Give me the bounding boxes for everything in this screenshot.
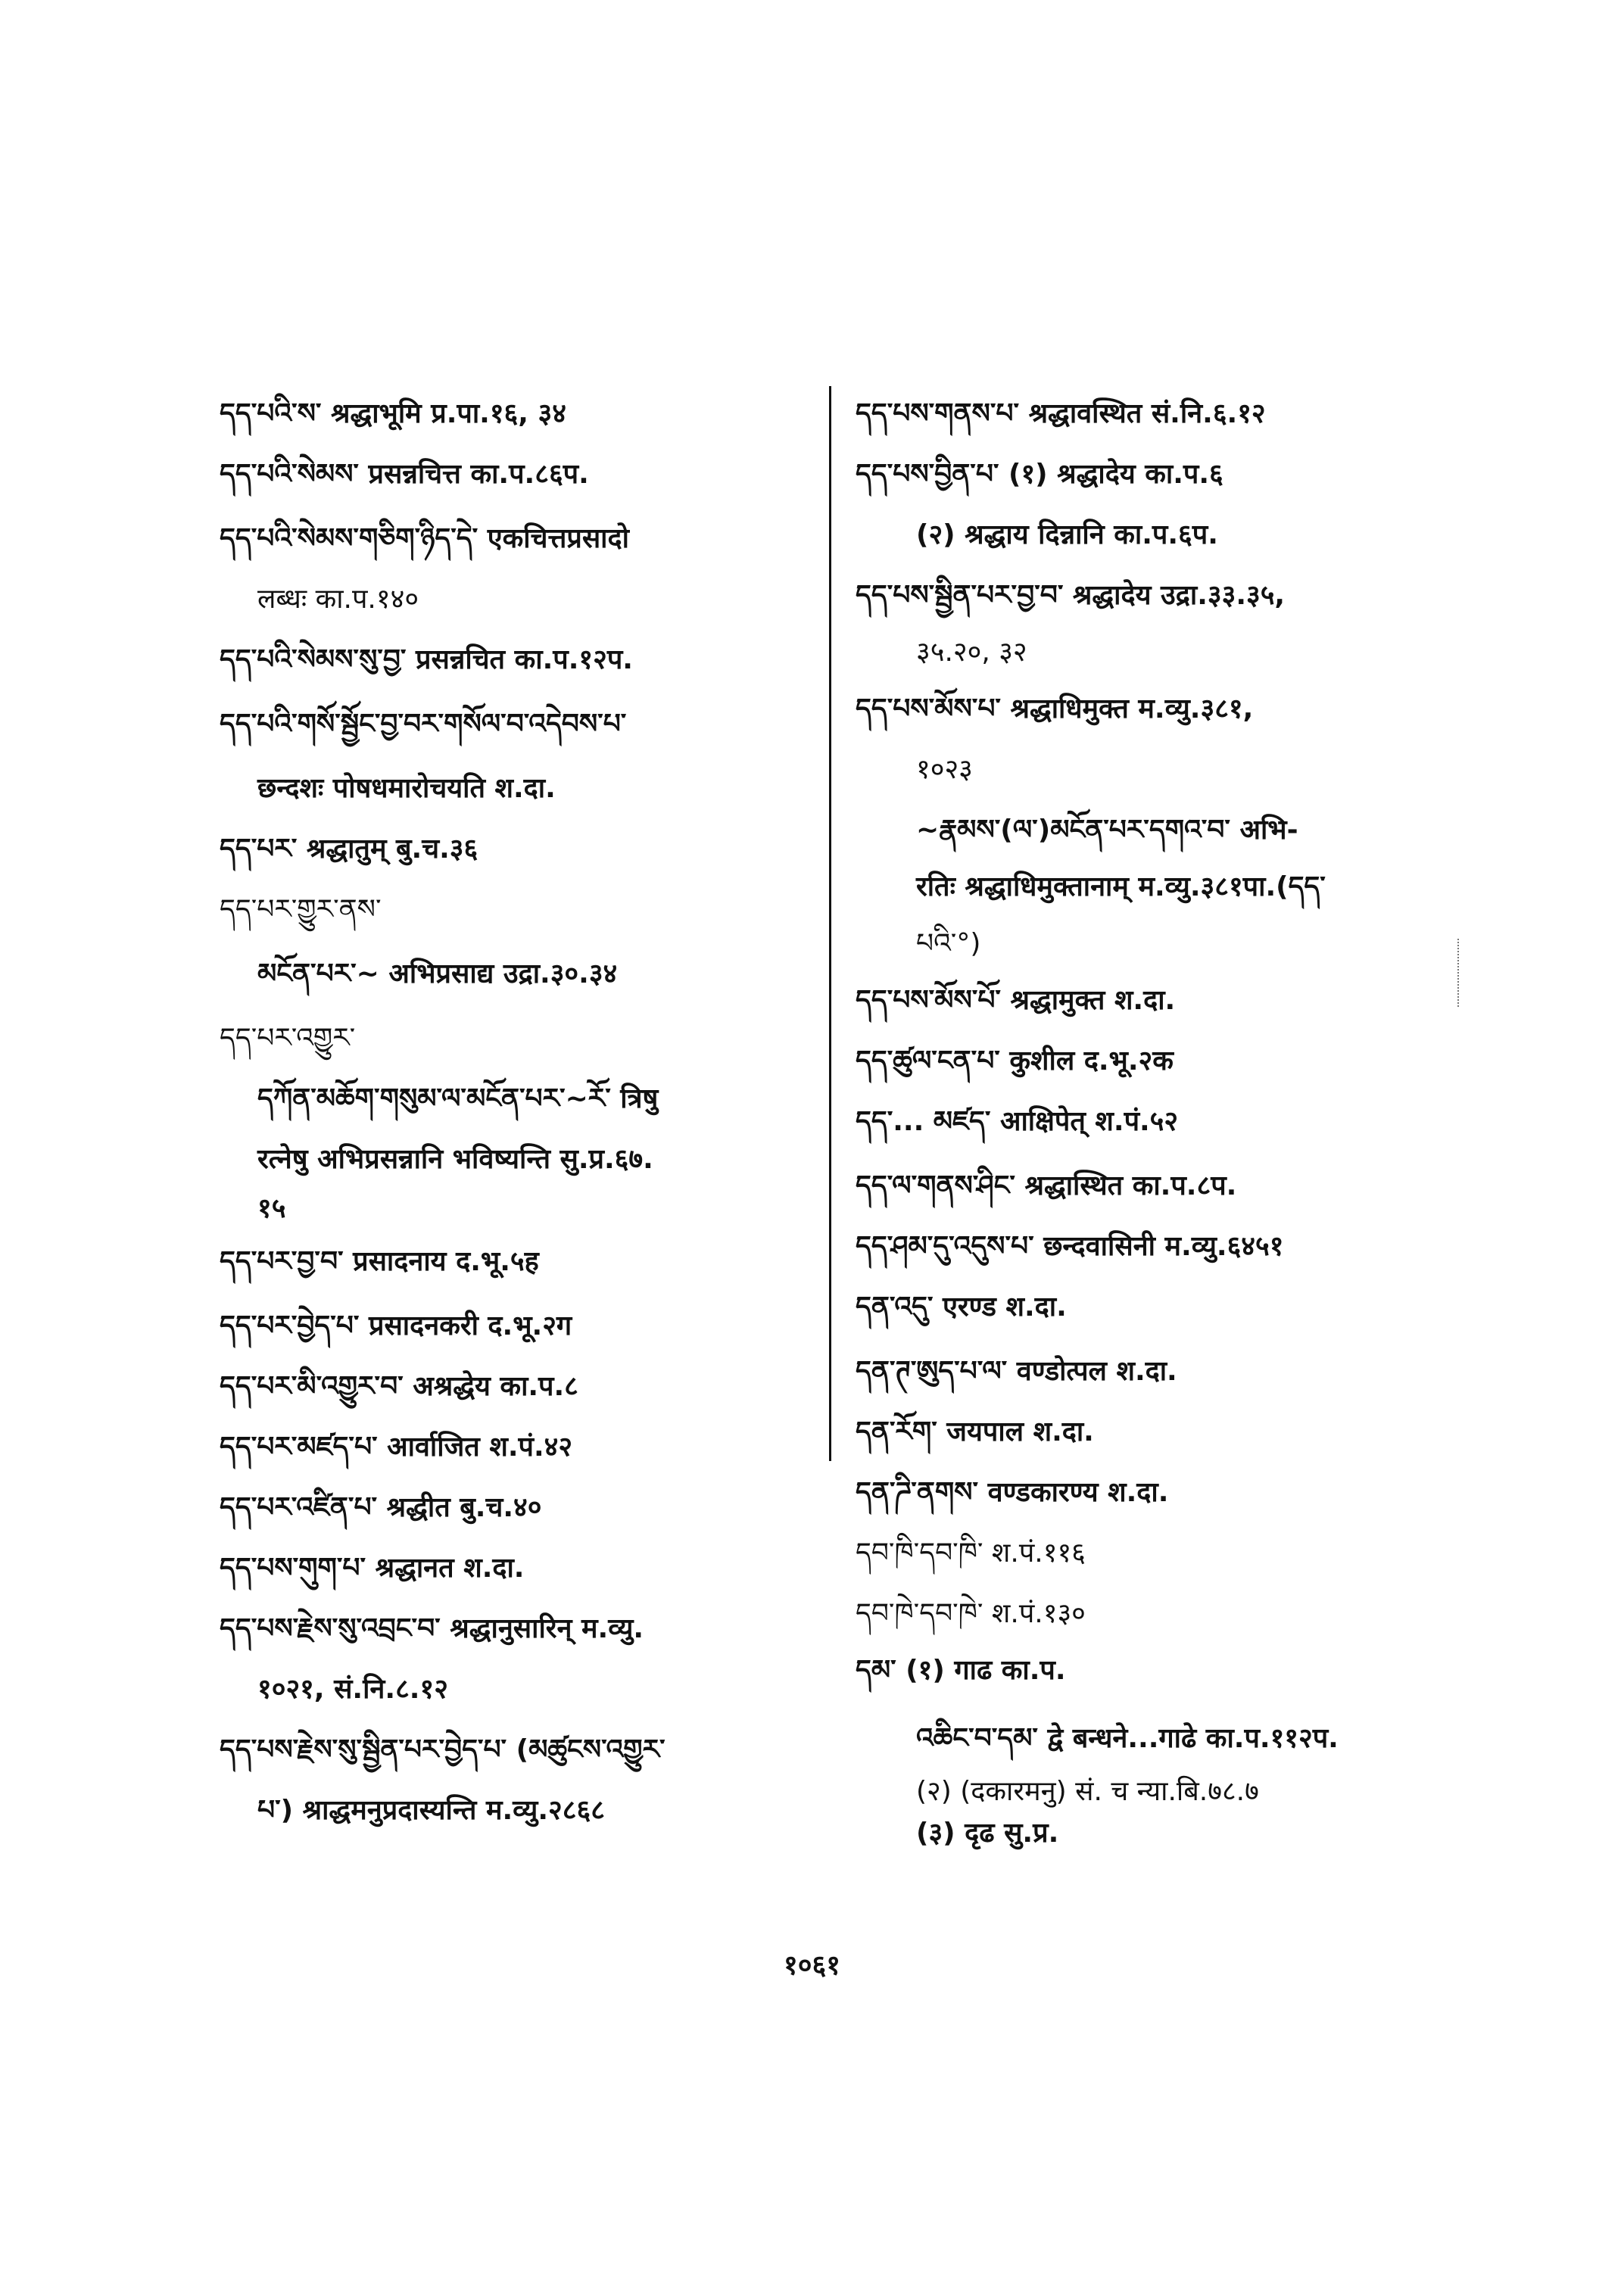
entry-continuation: रत्नेषु अभिप्रसन्नानि भविष्यन्ति सु.प्र.६७. <box>257 1144 653 1175</box>
entry: དན་ཊ་ཨུད་པ་ལ་ वण्डोत्पल श.दा. <box>856 1356 1177 1387</box>
entry: དད་པར་འཛིན་པ་ श्रद्धीत बु.च.४० <box>220 1492 542 1523</box>
entry-continuation: འཆིང་བ་དམ་ द्वे बन्धने...गाढे का.प.११२प. <box>916 1723 1339 1754</box>
entry: དད་ཤམ་དུ་འདུས་པ་ छन्दवासिनी म.व्यु.६४५१ <box>856 1231 1284 1262</box>
entry: དད་པར་ श्रद्धातुम् बु.च.३६ <box>220 833 478 865</box>
entry: དད་པའི་སེམས་སུ་བྱ་ प्रसन्नचित का.प.१२प. <box>220 644 633 675</box>
entry-continuation: དཀོན་མཆོག་གསུམ་ལ་མངོན་པར་~རོ་ त्रिषु <box>257 1083 659 1114</box>
entry: དན་ཌི་ནགས་ वण्डकारण्य श.दा. <box>856 1477 1169 1508</box>
entry: དད་པའི་སེམས་གཅིག་ཉིད་དེ་ एकचित्तप्रसादो <box>220 523 629 554</box>
entry: དད་པར་མཛད་པ་ आर्वाजित श.पं.४२ <box>220 1432 573 1463</box>
entry-continuation: ३५.२०, ३२ <box>916 637 1027 668</box>
entry: དད་པར་གྱུར་ནས་ <box>220 894 382 925</box>
entry: དད་པའི་ས་ श्रद्धाभूमि प्र.पा.१६, ३४ <box>220 398 566 429</box>
entry: དད་ལ་གནས་ཤིང་ श्रद्धास्थित का.प.८प. <box>856 1170 1237 1201</box>
entry: དད་... མཛད་ आक्षिपेत् श.पं.५२ <box>856 1106 1179 1137</box>
entry: དད་པས་མོས་པོ་ श्रद्धामुक्त श.दा. <box>856 985 1176 1016</box>
entry: དམ་ (१) गाढ का.प. <box>856 1655 1066 1686</box>
entry-continuation: པ་) श्राद्धमनुप्रदास्यन्ति म.व्यु.२८६८ <box>257 1795 605 1826</box>
entry: དད་པའི་སེམས་ प्रसन्नचित्त का.प.८६प. <box>220 459 589 490</box>
entry-continuation: १५ <box>257 1193 286 1224</box>
entry: དབ་ཁེ་དབ་ཁེ་ श.पं.१३० <box>856 1598 1086 1629</box>
entry-continuation: པའི་°) <box>916 928 981 959</box>
entry-continuation: १०२३ <box>916 754 973 785</box>
entry: དད་པའི་གསོ་སྦྱོང་བྱ་བར་གསོལ་བ་འདེབས་པ་ <box>220 709 627 740</box>
margin-dots <box>1457 939 1460 1007</box>
entry: དད་པར་མི་འགྱུར་བ་ अश्रद्धेय का.प.८ <box>220 1371 578 1402</box>
entry: དད་པས་སྦྱིན་པར་བྱ་བ་ श्रद्धादेय उद्रा.३३.३५, <box>856 580 1286 611</box>
entry-continuation: १०२१, सं.नि.८.१२ <box>257 1674 448 1705</box>
entry: དབ་ཁི་དབ་ཁི་ श.पं.११६ <box>856 1537 1086 1569</box>
entry: དད་པས་བྱིན་པ་ (१) श्रद्धादेय का.प.६ <box>856 459 1223 490</box>
page-number: १०६१ <box>784 1950 840 1981</box>
entry: དད་པས་རྗེས་སུ་སྦྱིན་པར་བྱེད་པ་ (མཚུངས་འགྱུར་ <box>220 1734 665 1765</box>
entry: དད་པར་བྱ་བ་ प्रसादनाय द.भू.५ह <box>220 1246 539 1277</box>
entry-continuation: छन्दशः पोषधमारोचयति श.दा. <box>257 773 556 804</box>
entry: དད་པར་འགྱུར་ <box>220 1023 356 1054</box>
entry: དད་པར་བྱེད་པ་ प्रसादनकरी द.भू.२ग <box>220 1310 572 1341</box>
entry-continuation: (२) श्रद्धाय दिन्नानि का.प.६प. <box>916 519 1218 550</box>
entry-continuation: (२) (दकारमनु) सं. च न्या.बि.७८.७ <box>916 1776 1259 1807</box>
entry: དད་པས་གནས་པ་ श्रद्धावस्थित सं.नि.६.१२ <box>856 398 1266 429</box>
entry-continuation: रतिः श्रद्धाधिमुक्तानाम् म.व्यु.३८१पा.(དད་ <box>916 871 1326 902</box>
column-divider <box>829 386 831 1461</box>
entry-continuation: लब्धः का.प.१४० <box>257 584 419 615</box>
entry: དད་ཚུལ་ངན་པ་ कुशील द.भू.२क <box>856 1045 1174 1076</box>
entry-continuation: (३) दृढ सु.प्र. <box>916 1818 1059 1849</box>
entry-continuation: ~རྣམས་(ལ་)མངོན་པར་དགའ་བ་ अभि- <box>916 815 1298 846</box>
entry: དན་རོག་ जयपाल श.दा. <box>856 1416 1094 1447</box>
entry: དན་འདུ་ एरण्ड श.दा. <box>856 1291 1067 1323</box>
entry: དད་པས་རྗེས་སུ་འབྲང་བ་ श्रद्धानुसारिन् म.व्यु. <box>220 1613 644 1644</box>
entry: དད་པས་གུག་པ་ श्रद्धानत श.दा. <box>220 1553 525 1584</box>
entry-continuation: མངོན་པར་~ अभिप्रसाद्य उद्रा.३०.३४ <box>257 958 618 989</box>
entry: དད་པས་མོས་པ་ श्रद्धाधिमुक्त म.व्यु.३८१, <box>856 693 1254 724</box>
